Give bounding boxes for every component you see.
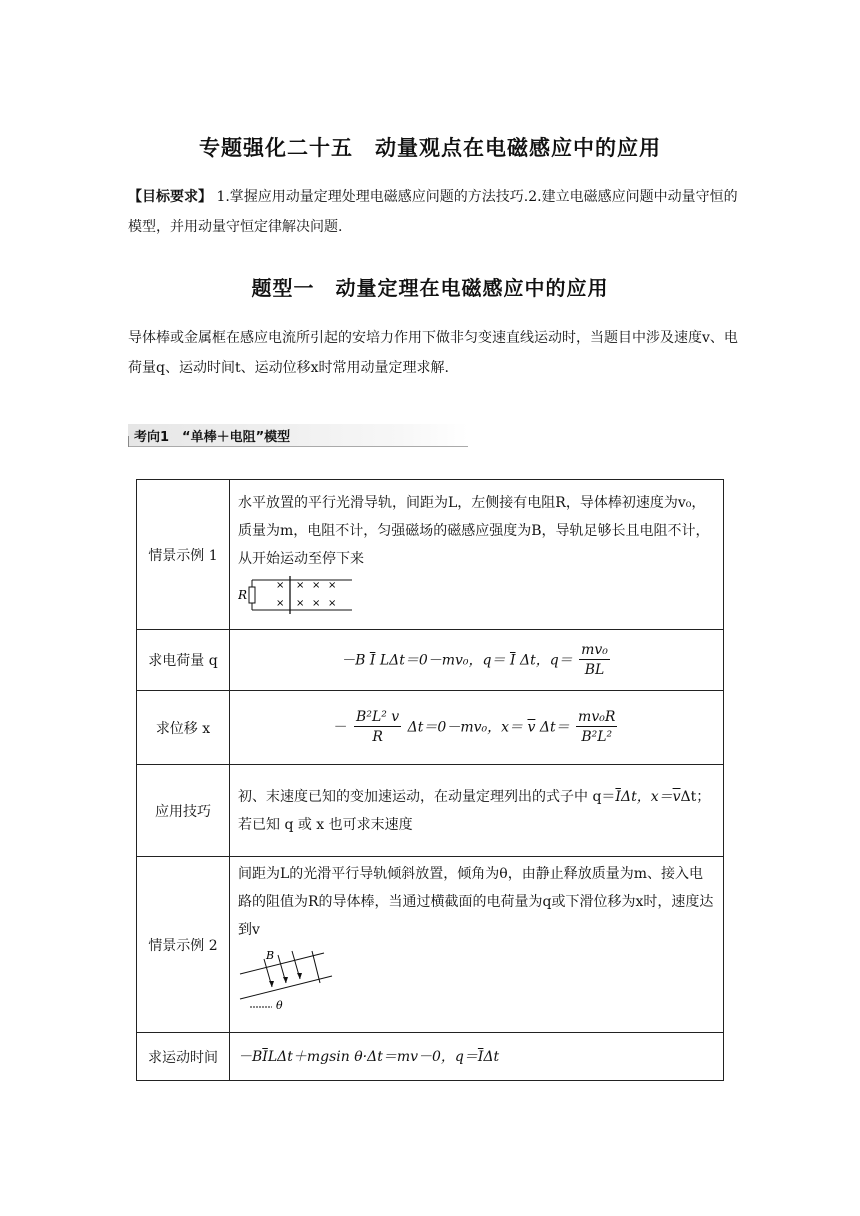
rail-resistor-diagram: [238, 576, 368, 614]
field-cross: ×: [296, 579, 305, 591]
field-cross: ×: [276, 597, 285, 609]
row-label: 求位移 x: [137, 691, 230, 765]
mean-current: $\overline{I}$: [262, 1048, 268, 1065]
field-cross: ×: [312, 597, 321, 609]
field-cross: ×: [328, 579, 337, 591]
field-cross: ×: [328, 597, 337, 609]
page-title: 专题强化二十五 动量观点在电磁感应中的应用: [199, 136, 661, 160]
fraction-numerator: mv₀: [581, 641, 608, 658]
formula-part: Δt: [483, 1048, 500, 1065]
goal-label: 【目标要求】: [128, 189, 212, 205]
table-row: [137, 1033, 724, 1081]
scenario-2-text: 间距为L的光滑平行导轨倾斜放置，倾角为θ，由静止释放质量为m、接入电路的阻值为R的导体棒，当通过横截面的电荷量为q或下滑位移为x时，速度达到v: [238, 866, 714, 938]
fraction-numerator: mv₀R: [578, 709, 616, 725]
table-row: [137, 857, 724, 1033]
formula-part: Δt＝0－mv₀，x＝: [407, 719, 524, 736]
text-part: Δt；若已知 q 或 x 也可求末速度: [238, 788, 711, 833]
mean-current: $\overline{I}$: [509, 652, 516, 668]
row-content: [230, 1033, 724, 1081]
intro-paragraph: 导体棒或金属框在感应电流所引起的安培力作用下做非匀变速直线运动时，当题目中涉及速度v、电荷量q、运动时间t、运动位移x时常用动量定理求解.: [128, 330, 738, 376]
method-table: [136, 479, 724, 1081]
mean-current: $\overline{I}$: [615, 788, 621, 805]
formula-part: LΔt＋mgsin θ·Δt＝mv－0，q＝: [267, 1048, 478, 1065]
text-part: Δt，x＝: [620, 788, 673, 805]
fraction-denominator: B²L²: [581, 729, 613, 745]
fraction-numerator: B²L² v: [356, 709, 400, 725]
field-label: B: [266, 949, 275, 962]
row-label: 求运动时间: [137, 1033, 230, 1081]
table-row: [137, 630, 724, 691]
formula-part: －B: [238, 1048, 263, 1065]
section-title: 题型一 动量定理在电磁感应中的应用: [251, 276, 609, 300]
resistor-label: R: [238, 587, 248, 602]
angle-label: θ: [276, 999, 283, 1009]
inclined-rail-diagram: [238, 947, 338, 1009]
formula-part: Δt＝: [539, 719, 570, 736]
fraction-denominator: BL: [584, 661, 605, 678]
fraction-denominator: R: [372, 729, 383, 745]
formula-part: Δt，q＝: [519, 652, 573, 668]
row-label: 情景示例 2: [137, 857, 230, 1033]
row-content: [230, 480, 724, 630]
subheading-text: 考向1 “单棒＋电阻”模型: [134, 430, 291, 445]
table-row: [137, 765, 724, 857]
technique-text: [230, 780, 723, 842]
mean-current: $\overline{I}$: [369, 652, 376, 668]
scenario-2-figure: [230, 947, 723, 1013]
field-cross: ×: [312, 579, 321, 591]
mean-velocity: $\overline{v}$: [527, 719, 536, 736]
table-row: [137, 480, 724, 630]
scenario-1-figure: [230, 576, 723, 624]
row-label: 情景示例 1: [137, 480, 230, 630]
row-content: [230, 857, 724, 1033]
fraction: [579, 641, 610, 680]
row-label: 应用技巧: [137, 765, 230, 857]
displacement-formula: － $\frac{\text{B²L² v}}{R}$ Δt＝0－mv₀，$x= \overline{v}$ Δt＝ $\frac{\text{mv₀R}}{\text{B²L²}}$: [230, 691, 724, 765]
row-content: [230, 765, 724, 857]
charge-formula: [230, 630, 724, 691]
formula-part: －B: [341, 652, 366, 668]
field-cross: ×: [276, 579, 285, 591]
formula-part: LΔt＝0－mv₀，q＝: [379, 652, 506, 668]
field-cross: ×: [296, 597, 305, 609]
scenario-1-text: 水平放置的平行光滑导轨，间距为L，左侧接有电阻R，导体棒初速度为v₀，质量为m，电阻不计，匀强磁场的磁感应强度为B，导轨足够长且电阻不计，从开始运动至停下来: [238, 494, 710, 567]
mean-velocity: $\overline{v}$: [672, 788, 681, 805]
table-row: [137, 691, 724, 765]
mean-current: $\overline{I}$: [477, 1048, 484, 1065]
text-part: 初、末速度已知的变加速运动，在动量定理列出的式子中 q＝: [238, 788, 616, 805]
goal-paragraph: [128, 182, 740, 242]
goal-text: 1.掌握应用动量定理处理电磁感应问题的方法技巧.2.建立电磁感应问题中动量守恒的模型，并用动量守恒定律解决问题.: [128, 189, 738, 235]
subheading-banner: [128, 424, 468, 450]
row-label: 求电荷量 q: [137, 630, 230, 691]
fraction: [354, 708, 401, 747]
time-formula: [230, 1040, 723, 1074]
fraction: [576, 708, 617, 747]
